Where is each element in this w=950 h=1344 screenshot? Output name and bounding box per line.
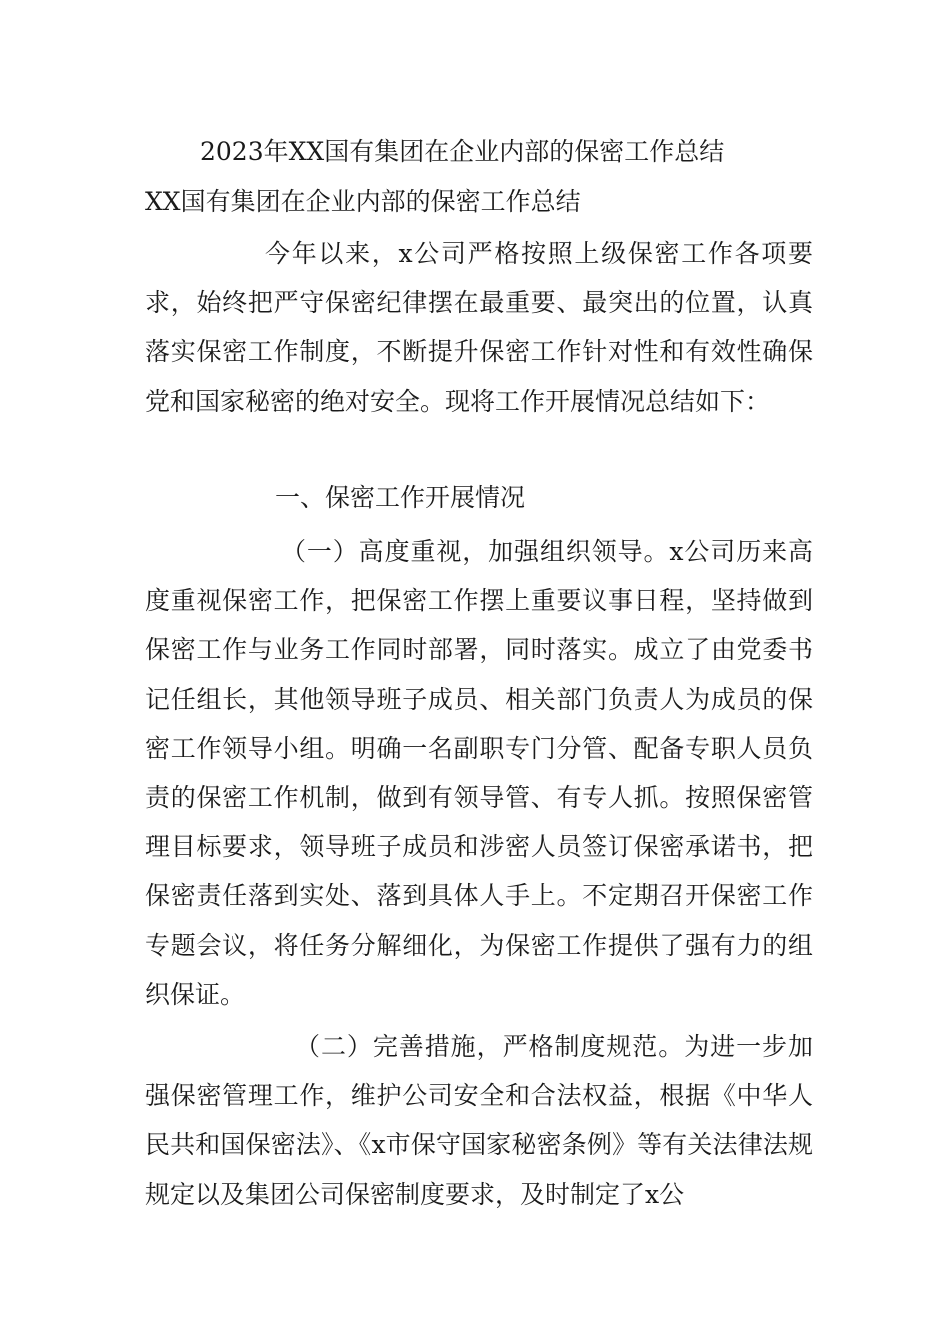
- subsection-1-paragraph: （一）高度重视，加强组织领导。x公司历来高度重视保密工作，把保密工作摆上重要议事日程，坚持做到保密工作与业务工作同时部署，同时落实。成立了由党委书记任组长，其他领导班子成员、相关部门负责人为成员的保密工作领导小组。明确一名副职专门分管、配备专职人员负责的保密工作机制，做到有领导管、有专人抓。按照保密管理目标要求，领导班子成员和涉密人员签订保密承诺书，把保密责任落到实处、落到具体人手上。不定期召开保密工作专题会议，将任务分解细化，为保密工作提供了强有力的组织保证。: [145, 537, 813, 1009]
- document-subtitle: XX国有集团在企业内部的保密工作总结: [145, 187, 581, 216]
- subsection-2-paragraph: （二）完善措施，严格制度规范。为进一步加强保密管理工作，维护公司安全和合法权益，根据《中华人民共和国保密法》、《x市保守国家秘密条例》等有关法律法规规定以及集团公司保密制度要求，及时制定了x公: [145, 1032, 813, 1209]
- intro-paragraph: 今年以来，x公司严格按照上级保密工作各项要求，始终把严守保密纪律摆在最重要、最突出的位置，认真落实保密工作制度，不断提升保密工作针对性和有效性确保党和国家秘密的绝对安全。现将工作开展情况总结如下：: [145, 239, 813, 416]
- document-title: 2023年XX国有集团在企业内部的保密工作总结: [200, 137, 725, 166]
- section-heading-1: 一、保密工作开展情况: [275, 483, 526, 512]
